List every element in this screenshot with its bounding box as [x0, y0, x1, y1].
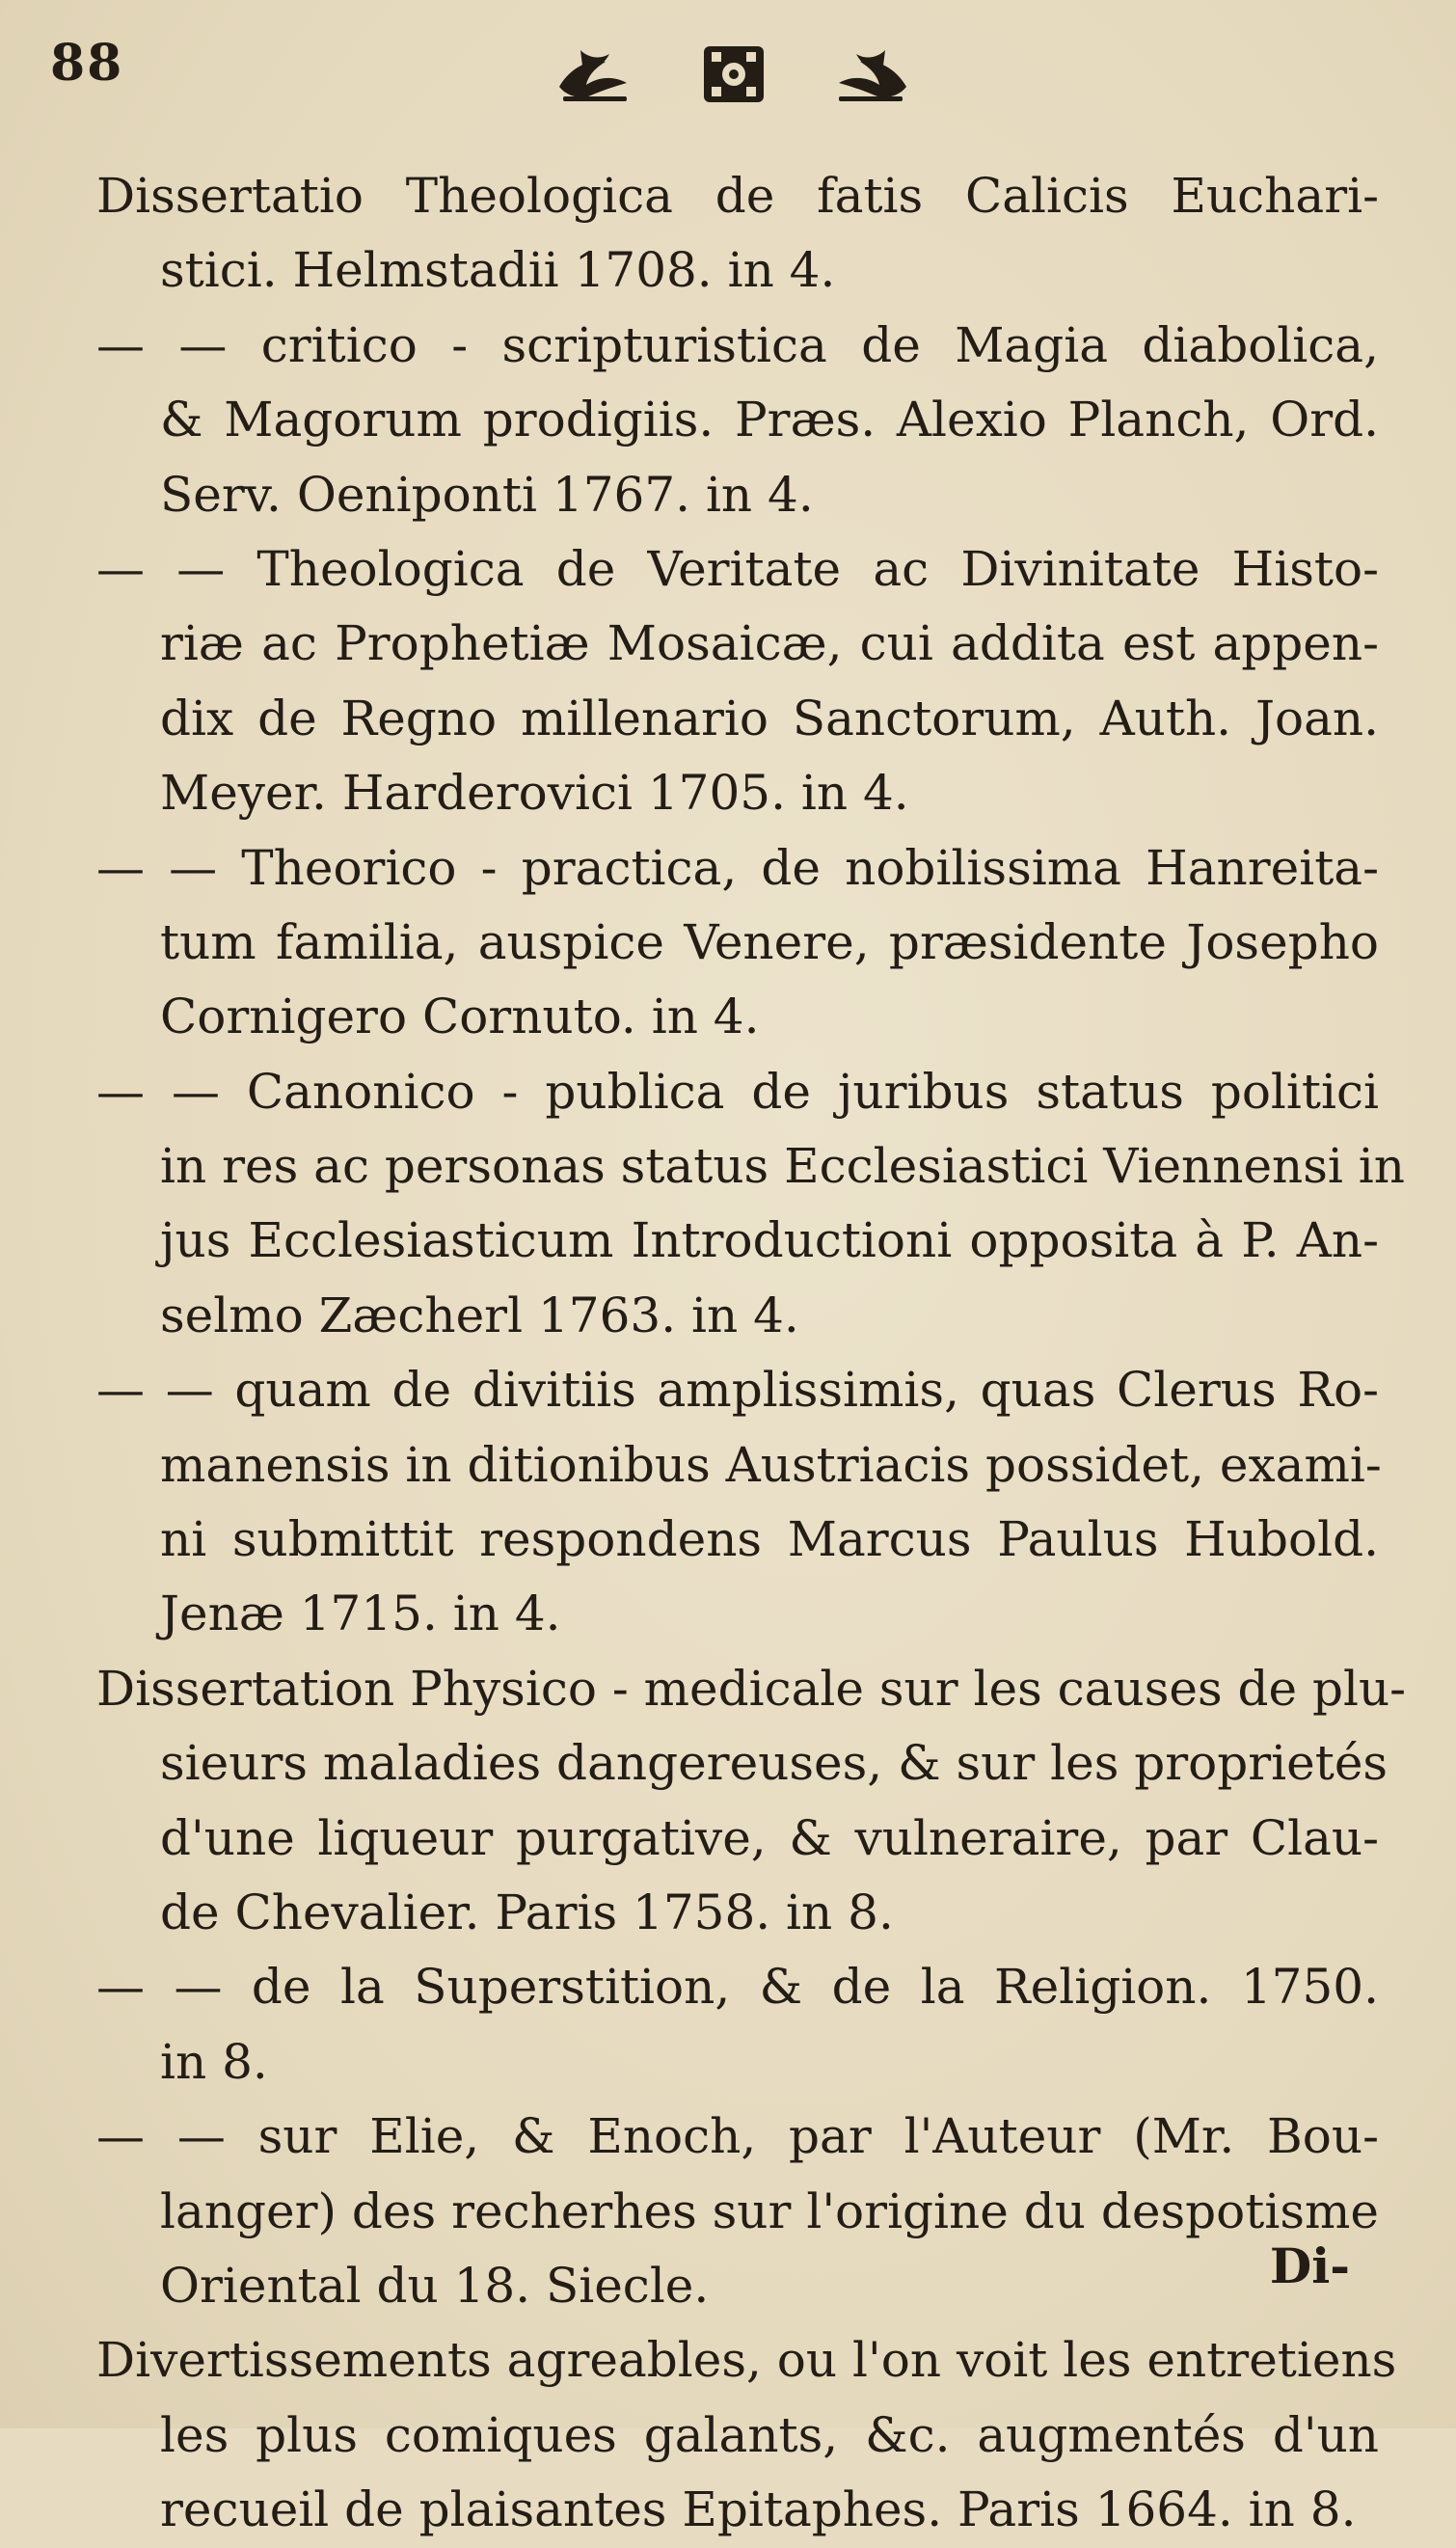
- entry-line: langer) des recherhes sur l'origine du despotisme: [160, 2182, 1379, 2239]
- catalogue-entry: [96, 1652, 1407, 1951]
- entry-line: Dissertatio Theologica de fatis Calicis Euchari-: [96, 168, 1379, 224]
- entry-line: de Chevalier. Paris 1758. in 8.: [160, 1884, 894, 1940]
- entry-line: Serv. Oeniponti 1767. in 4.: [160, 466, 814, 523]
- running-header: [0, 0, 1456, 135]
- catalogue-entry: [96, 2323, 1397, 2547]
- entry-line: stici. Helmstadii 1708. in 4.: [160, 242, 836, 299]
- catalogue-entry: [96, 1950, 1379, 2100]
- entry-line: tum familia, auspice Venere, præsidente Josepho: [160, 913, 1379, 970]
- entry-line: manensis in ditionibus Austriacis possidet, exami-: [160, 1436, 1382, 1493]
- catalogue-entry: [96, 2100, 1379, 2323]
- entry-line: d'une liqueur purgative, & vulneraire, par Clau-: [160, 1809, 1379, 1866]
- entry-line: — — Theologica de Veritate ac Divinitate Histo-: [96, 540, 1379, 597]
- entry-line: recueil de plaisantes Epitaphes. Paris 1664. in 8.: [160, 2481, 1357, 2538]
- entry-line: Jenæ 1715. in 4.: [160, 1586, 561, 1642]
- entry-line: — — sur Elie, & Enoch, par l'Auteur (Mr. Bou-: [96, 2108, 1379, 2165]
- entry-line: Divertissements agreables, ou l'on voit les entretiens: [96, 2332, 1397, 2389]
- page-number: 88: [50, 34, 124, 93]
- catalogue-entry: [96, 159, 1379, 309]
- entry-line: ni submittit respondens Marcus Paulus Hubold.: [160, 1511, 1379, 1568]
- entry-line: dix de Regno millenario Sanctorum, Auth. Joan.: [160, 690, 1379, 746]
- entry-line: selmo Zæcherl 1763. in 4.: [160, 1287, 799, 1343]
- entry-line: Dissertation Physico - medicale sur les causes de plu-: [96, 1660, 1407, 1717]
- catalogue-entry: [96, 309, 1379, 532]
- entry-line: — — de la Superstition, & de la Religion. 1750.: [96, 1959, 1379, 2016]
- entry-line: — — quam de divitiis amplissimis, quas Clerus Ro-: [96, 1362, 1379, 1419]
- catalogue-entry: [96, 831, 1379, 1055]
- entry-line: Meyer. Harderovici 1705. in 4.: [160, 765, 909, 822]
- entry-line: in res ac personas status Ecclesiastici Viennensi in: [160, 1138, 1405, 1195]
- entry-line: jus Ecclesiasticum Introductioni opposita à P. An-: [160, 1212, 1379, 1269]
- entry-line: — — critico - scripturistica de Magia diabolica,: [96, 316, 1379, 373]
- catalogue-entry: [96, 532, 1379, 831]
- entry-line: les plus comiques galants, &c. augmentés d'un: [160, 2406, 1379, 2463]
- catalogue-entry: [96, 1353, 1382, 1652]
- entry-line: Oriental du 18. Siecle.: [160, 2257, 710, 2314]
- entry-line: in 8.: [160, 2033, 268, 2090]
- entry-line: Cornigero Cornuto. in 4.: [160, 989, 760, 1045]
- entry-line: & Magorum prodigiis. Præs. Alexio Planch, Ord.: [160, 392, 1379, 448]
- catalogue-entry: [96, 1055, 1405, 1354]
- entry-line: — — Canonico - publica de juribus status politici: [96, 1063, 1379, 1120]
- entry-line: sieurs maladies dangereuses, & sur les proprietés: [160, 1735, 1389, 1792]
- catchword: Di-: [1269, 2237, 1350, 2294]
- entry-line: riæ ac Prophetiæ Mosaicæ, cui addita est appen-: [160, 615, 1379, 672]
- entry-line: — — Theorico - practica, de nobilissima Hanreita-: [96, 839, 1379, 896]
- catalogue-body: [96, 159, 1407, 2548]
- printers-ornament-icon: [559, 41, 906, 108]
